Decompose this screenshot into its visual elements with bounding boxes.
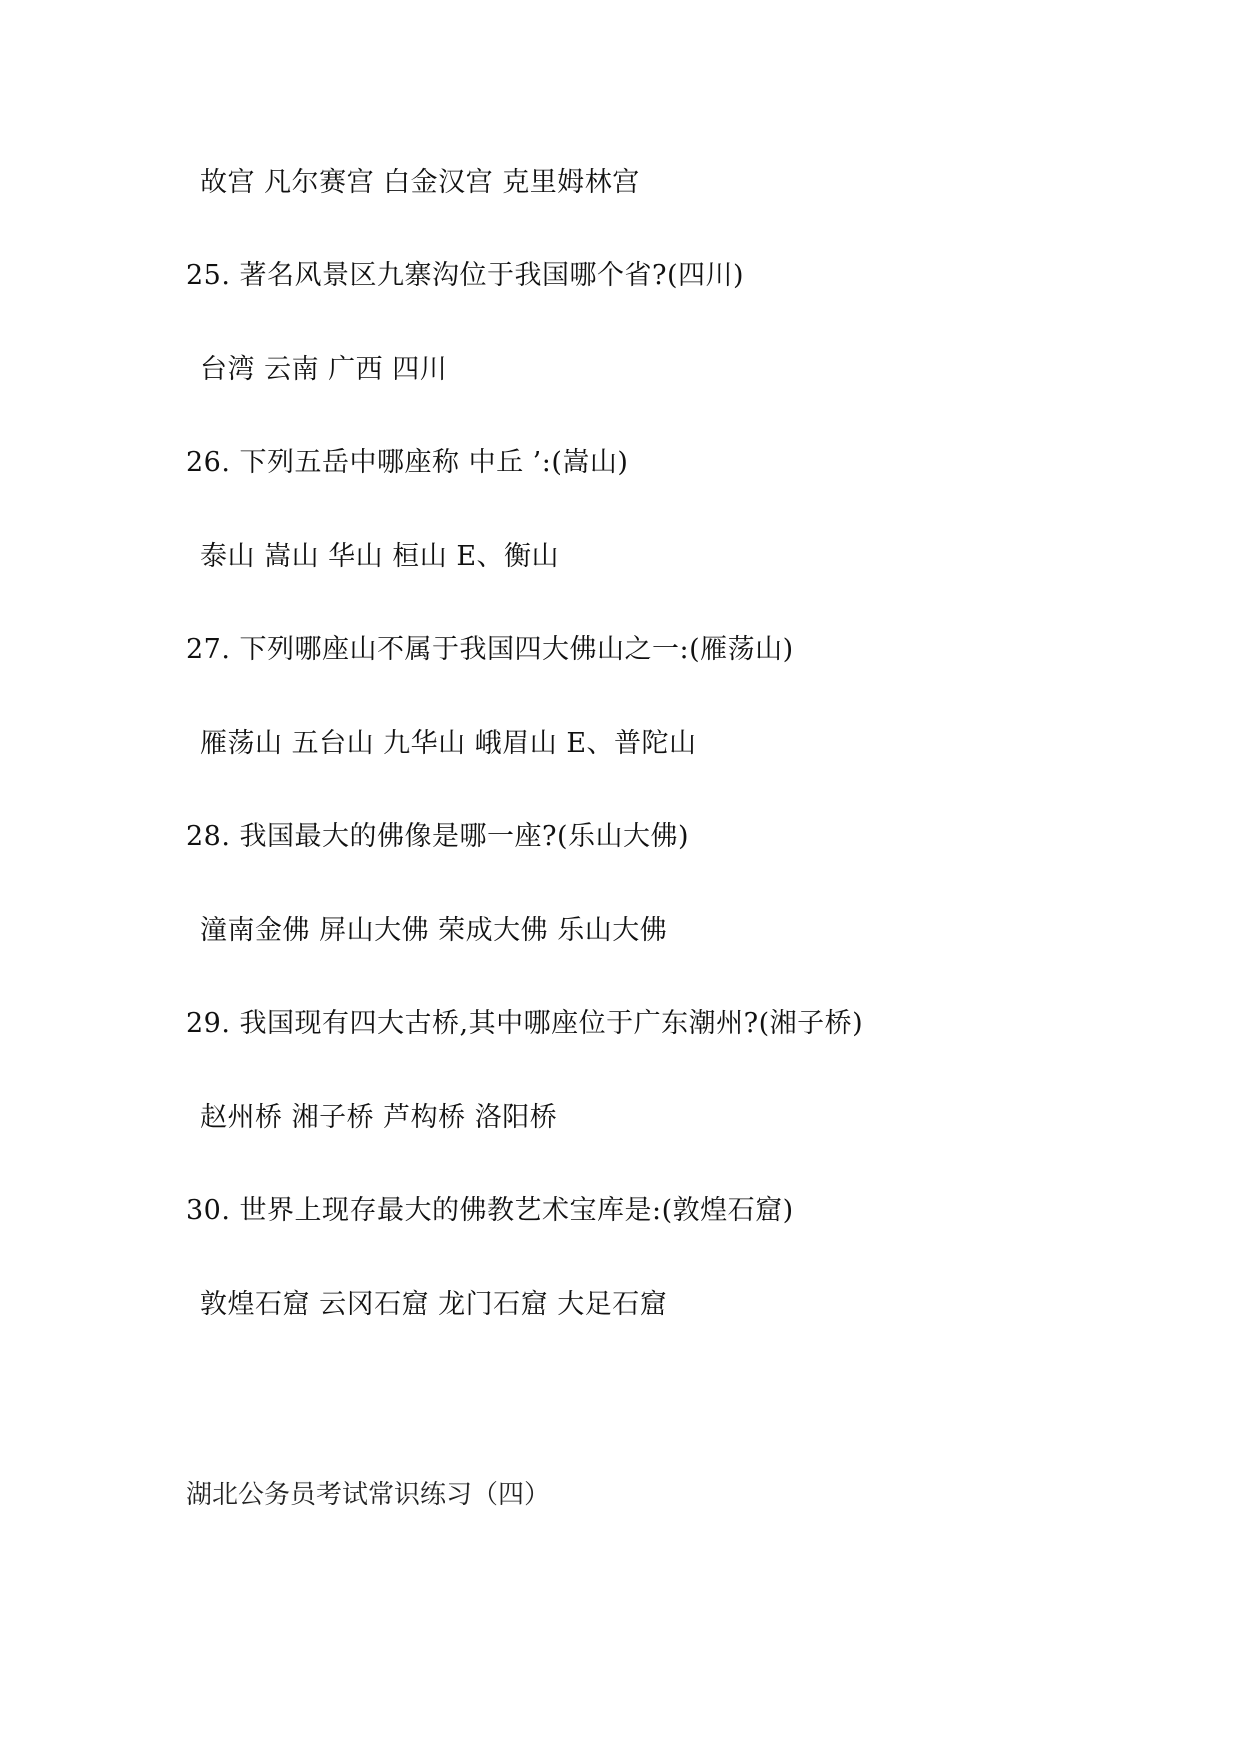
question-28: 28. 我国最大的佛像是哪一座?(乐山大佛) <box>186 821 690 852</box>
question-27: 27. 下列哪座山不属于我国四大佛山之一:(雁荡山) <box>186 634 794 665</box>
options-line-25: 台湾 云南 广西 四川 <box>200 354 448 385</box>
question-29: 29. 我国现有四大古桥,其中哪座位于广东潮州?(湘子桥) <box>186 1008 864 1039</box>
options-line-30: 敦煌石窟 云冈石窟 龙门石窟 大足石窟 <box>200 1289 668 1320</box>
question-25: 25. 著名风景区九寨沟位于我国哪个省?(四川) <box>186 260 745 291</box>
question-30: 30. 世界上现存最大的佛教艺术宝库是:(敦煌石窟) <box>186 1195 794 1226</box>
question-26: 26. 下列五岳中哪座称 中丘 ’:(嵩山) <box>186 447 629 478</box>
options-line-24: 故宫 凡尔赛宫 白金汉宫 克里姆林宫 <box>200 167 640 198</box>
section-title: 湖北公务员考试常识练习（四） <box>186 1480 551 1510</box>
options-line-26: 泰山 嵩山 华山 桓山 E、衡山 <box>200 541 560 572</box>
options-line-27: 雁荡山 五台山 九华山 峨眉山 E、普陀山 <box>200 728 697 759</box>
options-line-29: 赵州桥 湘子桥 芦构桥 洛阳桥 <box>200 1102 558 1133</box>
options-line-28: 潼南金佛 屏山大佛 荣成大佛 乐山大佛 <box>200 915 668 946</box>
